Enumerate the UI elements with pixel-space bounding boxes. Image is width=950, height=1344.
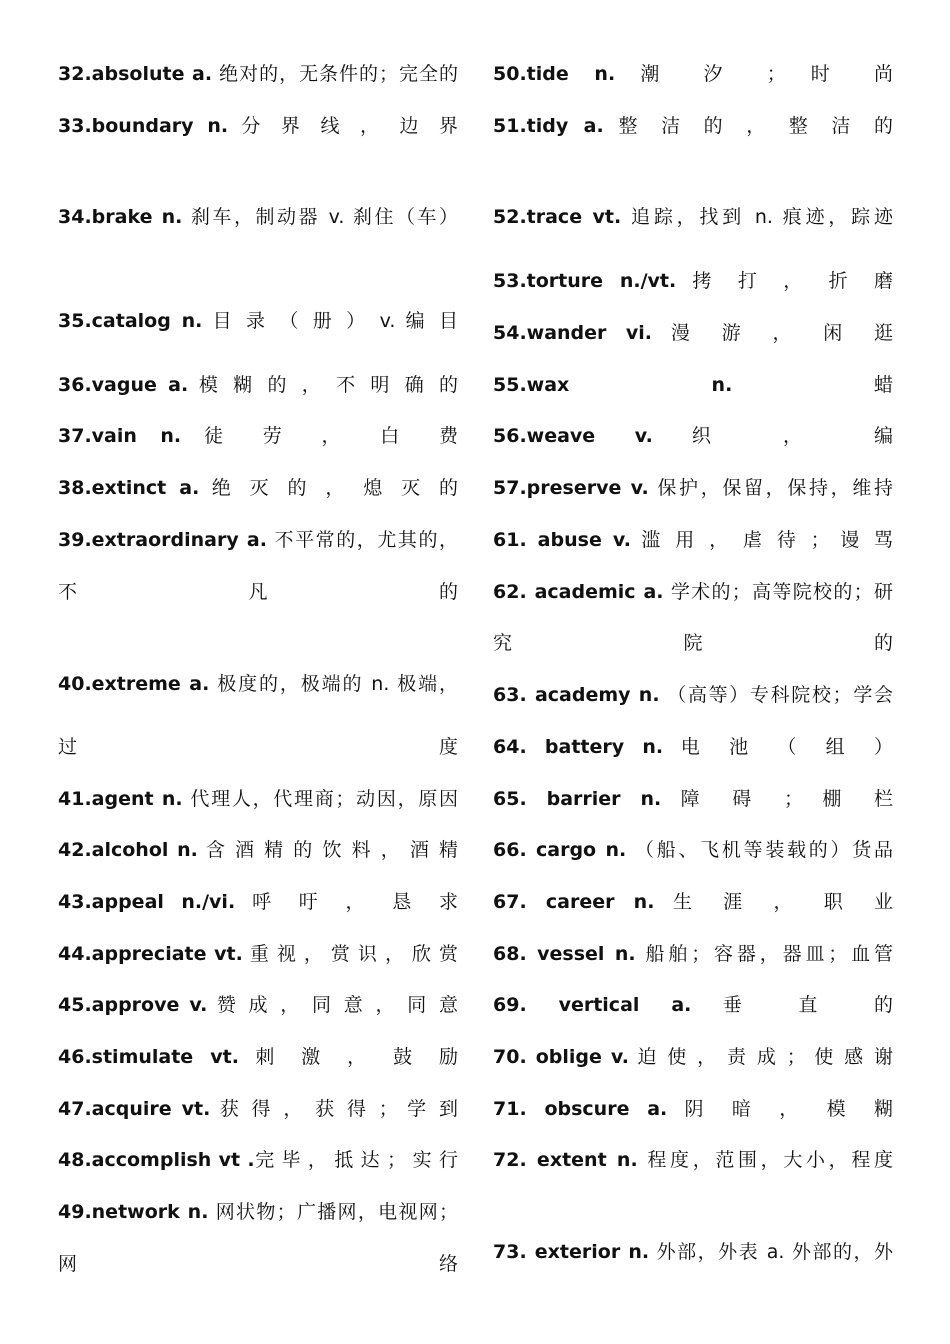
entry-definition: 船舶；容器，器皿；血管 [645, 943, 893, 965]
entry-word: 32.absolute a. [58, 63, 213, 85]
entry-word: 41.agent n. [58, 788, 183, 810]
entry-definition: 垂 直 的 [722, 994, 893, 1016]
entry-definition: 绝 灭 的 ， 熄 灭 的 [211, 477, 458, 499]
entry-word: 39.extraordinary a. [58, 529, 267, 551]
entry-line [58, 421, 458, 451]
entry-line [58, 1094, 458, 1124]
entry-word: 63. academy n. [493, 684, 660, 706]
entry-line [58, 732, 458, 762]
entry-word: 37.vain n. [58, 425, 182, 447]
entry-line [493, 784, 893, 814]
entry-word: 73. exterior n. [493, 1241, 650, 1263]
entry-line [493, 887, 893, 917]
entry-word: 72. extent n. [493, 1149, 638, 1171]
entry-line [58, 990, 458, 1020]
entry-line [58, 111, 458, 141]
entry-line [58, 202, 458, 232]
entry-word: 47.acquire vt. [58, 1098, 211, 1120]
entry-word: 62. academic a. [493, 581, 664, 603]
entry-definition: 拷 打 ， 折 磨 [692, 270, 893, 292]
entry-line [493, 266, 893, 296]
entry-word: 51.tidy a. [493, 115, 604, 137]
entry-definition: 滥 用 ， 虐 待 ； 谩 骂 [641, 529, 893, 551]
entry-definition: 漫 游 ， 闲 逛 [670, 322, 893, 344]
entry-definition: 分 界 线 ， 边 界 [241, 115, 458, 137]
entry-line [493, 111, 893, 141]
entry-definition: 保护，保留，保持，维持 [657, 477, 893, 499]
entry-definition: （船、飞机等装载的）货品 [634, 839, 893, 861]
entry-definition: 赞 成 ， 同 意 ， 同 意 [216, 994, 458, 1016]
entry-line [493, 628, 893, 658]
entry-line [493, 680, 893, 710]
entry-definition: 完 毕 ， 抵 达 ； 实 行 [254, 1149, 458, 1171]
entry-word: 68. vessel n. [493, 943, 636, 965]
entry-definition: 获 得 ， 获 得 ； 学 到 [219, 1098, 458, 1120]
entry-word: 36.vague a. [58, 374, 189, 396]
entry-word: 50.tide n. [493, 63, 616, 85]
entry-word: 49.network n. [58, 1201, 209, 1223]
entry-word: 44.appreciate vt. [58, 943, 243, 965]
entry-word: 40.extreme a. [58, 673, 210, 695]
entry-line [493, 577, 893, 607]
entry-definition: 不平常的，尤其的， [274, 529, 458, 551]
entry-word: 48.accomplish vt . [58, 1149, 255, 1171]
entry-word: 35.catalog n. [58, 310, 203, 332]
entry-definition: 模 糊 的 ， 不 明 确 的 [198, 374, 458, 396]
entry-line [58, 939, 458, 969]
entry-line [493, 1237, 893, 1267]
entry-line [493, 473, 893, 503]
entry-definition: 外部，外表 a. 外部的，外 [656, 1241, 893, 1263]
entry-definition: 徒 劳 ， 白 费 [204, 425, 458, 447]
entry-word: 46.stimulate vt. [58, 1046, 239, 1068]
entry-definition: 织 ， 编 [691, 425, 893, 447]
entry-definition: 绝对的，无条件的；完全的 [219, 63, 458, 85]
entry-line [493, 732, 893, 762]
entry-definition: 重 视 ， 赏 识 ， 欣 赏 [249, 943, 458, 965]
entry-line [58, 835, 458, 865]
entry-line [58, 577, 458, 607]
entry-line [58, 887, 458, 917]
entry-line [493, 1094, 893, 1124]
entry-definition: 刹车，制动器 v. 刹住（车） [190, 206, 458, 228]
entry-word: 52.trace vt. [493, 206, 622, 228]
entry-word: 67. career n. [493, 891, 655, 913]
entry-word: 61. abuse v. [493, 529, 631, 551]
entry-definition: 程度，范围，大小，程度 [647, 1149, 893, 1171]
entry-definition: 呼 吁 ， 恳 求 [252, 891, 458, 913]
entry-line [58, 473, 458, 503]
entry-word: 71. obscure a. [493, 1098, 668, 1120]
entry-definition: 究 院 的 [493, 632, 893, 654]
entry-word: 42.alcohol n. [58, 839, 198, 861]
entry-line [493, 1145, 893, 1175]
entry-definition: 蜡 [873, 374, 893, 396]
entry-word: 66. cargo n. [493, 839, 627, 861]
entry-line [493, 835, 893, 865]
entry-line [58, 784, 458, 814]
entry-word: 57.preserve v. [493, 477, 649, 499]
entry-definition: 极度的，极端的 n. 极端， [217, 673, 458, 695]
entry-line [493, 525, 893, 555]
entry-word: 33.boundary n. [58, 115, 229, 137]
entry-definition: 代理人，代理商；动因，原因 [190, 788, 458, 810]
entry-word: 34.brake n. [58, 206, 183, 228]
entry-line [58, 1249, 458, 1279]
entry-line [493, 1042, 893, 1072]
entry-line [58, 1145, 458, 1175]
entry-line [58, 1042, 458, 1072]
entry-definition: 整 洁 的 ， 整 洁 的 [618, 115, 893, 137]
entry-definition: 不 凡 的 [58, 581, 458, 603]
entry-line [58, 59, 458, 89]
entry-line [493, 59, 893, 89]
entry-line [493, 370, 893, 400]
entry-word: 70. oblige v. [493, 1046, 629, 1068]
entry-definition: （高等）专科院校；学会 [667, 684, 893, 706]
entry-definition: 阴 暗 ， 模 糊 [684, 1098, 893, 1120]
entry-word: 55.wax n. [493, 374, 733, 396]
entry-definition: 障 碍 ； 棚 栏 [680, 788, 893, 810]
entry-definition: 潮 汐 ； 时 尚 [640, 63, 893, 85]
entry-definition: 目 录 （ 册 ） v. 编 目 [212, 310, 458, 332]
entry-word: 69. vertical a. [493, 994, 692, 1016]
entry-line [493, 318, 893, 348]
entry-definition: 刺 激 ， 鼓 励 [255, 1046, 458, 1068]
entry-line [58, 669, 458, 699]
entry-line [58, 525, 458, 555]
entry-word: 43.appeal n./vi. [58, 891, 236, 913]
entry-line [58, 306, 458, 336]
entry-definition: 追踪，找到 n. 痕迹，踪迹 [631, 206, 893, 228]
entry-definition: 含 酒 精 的 饮 料 ， 酒 精 [205, 839, 458, 861]
entry-word: 38.extinct a. [58, 477, 200, 499]
entry-line [58, 370, 458, 400]
entry-definition: 网状物；广播网，电视网； [215, 1201, 458, 1223]
entry-definition: 迫 使 ， 责 成 ； 使 感 谢 [637, 1046, 893, 1068]
entry-line [493, 202, 893, 232]
entry-line [58, 1197, 458, 1227]
entry-definition: 过 度 [58, 736, 458, 758]
entry-line [493, 939, 893, 969]
entry-word: 56.weave v. [493, 425, 653, 447]
entry-line [493, 421, 893, 451]
entry-definition: 网 络 [58, 1253, 458, 1275]
entry-word: 54.wander vi. [493, 322, 653, 344]
entry-word: 65. barrier n. [493, 788, 662, 810]
entry-line [493, 990, 893, 1020]
entry-definition: 电 池 （ 组 ） [680, 736, 893, 758]
entry-word: 64. battery n. [493, 736, 664, 758]
entry-definition: 学术的；高等院校的；研 [670, 581, 893, 603]
entry-word: 53.torture n./vt. [493, 270, 677, 292]
entry-definition: 生 涯 ， 职 业 [673, 891, 893, 913]
entry-word: 45.approve v. [58, 994, 208, 1016]
